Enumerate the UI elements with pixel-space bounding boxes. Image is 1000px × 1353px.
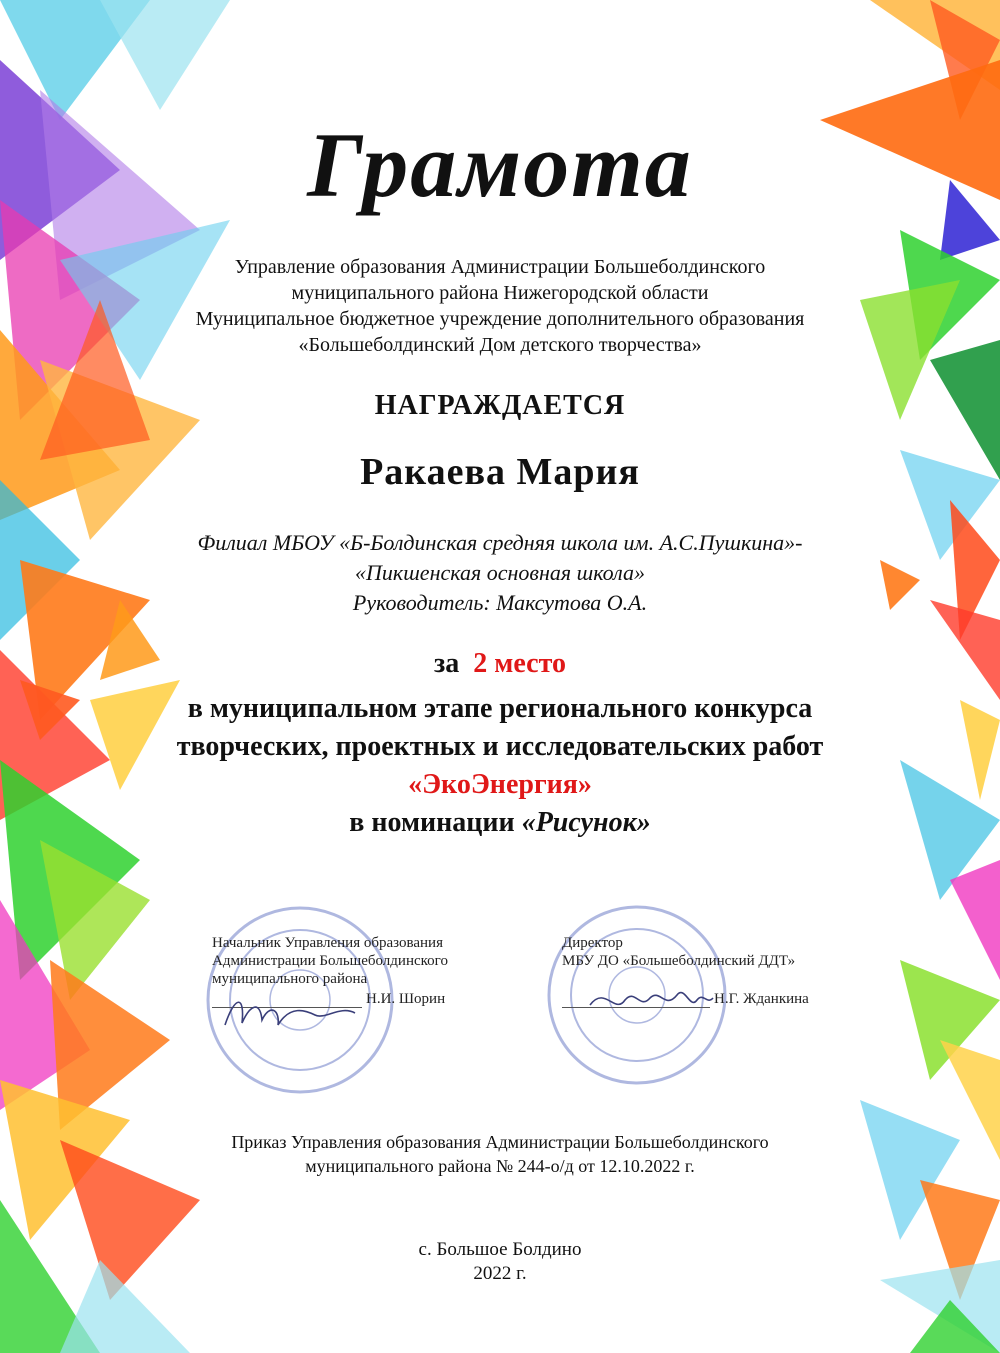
org-line: Управление образования Администрации Большеболдинского [234,256,766,278]
contest-line: творческих, проектных и исследовательских работ [176,731,824,762]
place-value: 2 место [473,648,566,679]
position-line: Начальник Управления образования [212,935,443,951]
signer-name: Н.Г. Жданкина [714,991,809,1007]
recipient-name: Ракаева Мария [360,451,640,493]
school-info [0,528,1000,618]
right-handwritten-signature [585,980,715,1020]
org-line: «Большеболдинский Дом детского творчества» [298,334,702,356]
order-line: Приказ Управления образования Администрации Большеболдинского [231,1132,769,1152]
school-line: Филиал МБОУ «Б-Болдинская средняя школа им. А.С.Пушкина»- [197,530,803,555]
for-label: за [434,648,460,679]
award-place [0,648,1000,680]
signer-name: Н.И. Шорин [366,991,446,1007]
position-line: муниципального района [212,971,368,987]
position-line: Директор [562,935,623,951]
position-line: МБУ ДО «Большеболдинский ДДТ» [562,953,796,969]
org-line: Муниципальное бюджетное учреждение дополнительного образования [195,308,805,330]
contest-description [0,690,1000,842]
left-handwritten-signature [220,985,360,1035]
nomination-line [0,804,1000,842]
contest-name: «ЭкоЭнергия» [408,769,592,800]
order-line: муниципального района № 244-о/д от 12.10.2022 г. [305,1156,695,1176]
issue-year: 2022 г. [473,1263,527,1284]
awarded-label: НАГРАЖДАЕТСЯ [374,390,626,421]
organization-header [0,254,1000,358]
org-line: муниципального района Нижегородской области [291,282,709,304]
contest-line: в муниципальном этапе регионального конкурса [187,693,813,724]
nomination-value: «Рисунок» [521,807,651,838]
town-name: с. Большое Болдино [418,1239,582,1260]
certificate-title: Грамота [307,114,693,216]
school-line: Руководитель: Максутова О.А. [352,590,648,615]
nomination-prefix: в номинации [349,807,515,838]
school-line: «Пикшенская основная школа» [355,560,645,585]
position-line: Администрации Большеболдинского [212,953,448,969]
